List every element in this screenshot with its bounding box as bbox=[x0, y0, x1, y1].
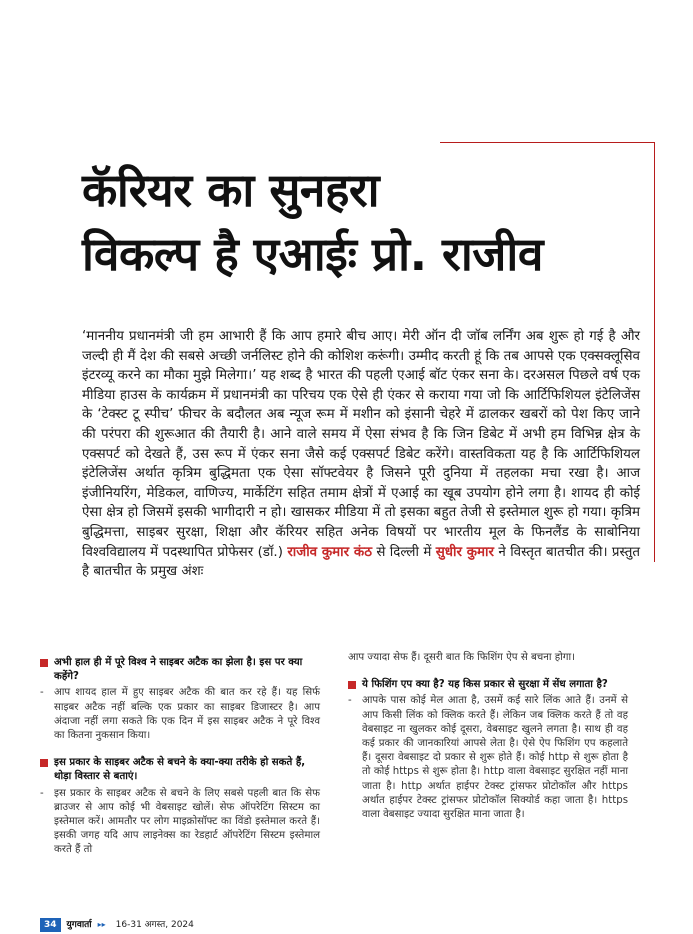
answer-dash: - bbox=[348, 695, 352, 707]
interviewee-name: राजीव कुमार कंठ bbox=[287, 544, 372, 560]
title-line-2: विकल्प है एआईः प्रो. राजीव bbox=[82, 227, 543, 281]
answer-2-text: इस प्रकार के साइबर अटैक से बचने के लिए सबसे पहली बात कि सेफ ब्राउजर से आप कोई भी वेबसाइट खोलें। सेफ ऑपरेटिंग सिस्टम का इस्तेमाल करें। आमतौर पर लोग माइक्रोसॉफ्ट का विंडो इस्तेमाल करते हैं। इसकी जगह यदि आप लाइनेक्स का रेडहार्ट ऑपरेटिंग सिस्टम इस्तेमाल करते हैं तो bbox=[54, 787, 320, 856]
question-3 bbox=[348, 678, 628, 692]
question-3-text: ये फिशिंग एप क्या है? यह किस प्रकार से सुरक्षा में सेंध लगाता है? bbox=[362, 679, 608, 691]
page-number: 34 bbox=[40, 918, 61, 932]
question-bullet-icon bbox=[40, 759, 48, 767]
answer-1-text: आप शायद हाल में हुए साइबर अटैक की बात कर रहे हैं। यह सिर्फ साइबर अटैक नहीं बल्कि एक प्रकार का साइबर डिजास्टर है। आप अंदाजा नहीं लगा सकते कि एक दिन में इस साइबर अटैक ने पूरे विश्व का कितना नुकसान किया। bbox=[54, 687, 320, 742]
answer-3 bbox=[348, 694, 628, 822]
question-1 bbox=[40, 656, 320, 684]
title-rule-vertical bbox=[654, 142, 655, 562]
intro-text-1: ‘माननीय प्रधानमंत्री जी हम आभारी हैं कि आप हमारे बीच आए। मेरी ऑन दी जॉब लर्निंग अब शुरू हो गई है और जल्दी ही मैं देश की सबसे अच्छी जर्नलिस्ट होने की कोशिश करूंगी। उम्मीद करती हूं कि तब आपसे एक एक्सक्लूसिव इंटरव्यू करने का मौका मुझे मिलेगा।’ यह शब्द है भारत की पहली एआई बॉट एंकर सना के। दरअसल पिछले वर्ष एक मीडिया हाउस के कार्यक्रम में प्रधानमंत्री का परिचय एक ऐसे ही एंकर से कराया गया जो कि आर्टिफिशियल इंटेलिजेंस के ‘टेक्स्ट टू स्पीच’ फीचर के बदौलत अब न्यूज रूम में मशीन को इंसानी चेहरे में ढालकर खबरों को पेश किए जाने की परंपरा की शुरूआत की तैयारी है। आने वाले समय में ऐसा संभव है कि जिन डिबेट में अभी हम विभिन्न क्षेत्र के एक्सपर्ट को देखते हैं, उस रूप में एंकर सना जैसे कई एक्सपर्ट डिबेट करेंगे। वास्तविकता यह है कि आर्टिफिशियल इंटेलिजेंस अर्थात कृत्रिम बुद्धिमता एक ऐसा सॉफ्टवेयर है जिसने पूरी दुनिया में तहलका मचा रखा है। आज इंजीनियरिंग, मेडिकल, वाणिज्य, मार्केटिंग सहित तमाम क्षेत्रों में एआई का खूब उपयोग होने लगा है। शायद ही कोई ऐसा क्षेत्र हो जिसमें इसकी भागीदारी न हो। खासकर मीडिया में तो इसका बहुत तेजी से इस्तेमाल शुरू हो गया। कृत्रिम बुद्धिमत्ता, साइबर सुरक्षा, शिक्षा और कॅरियर सहित अनेक विषयों पर भारतीय मूल के फिनलैंड के साबोनिया विश्वविद्यालय में पदस्थापित प्रोफेसर (डॉ.) bbox=[82, 329, 640, 560]
article-title bbox=[82, 158, 642, 286]
answer-2-continued: आप ज्यादा सेफ हैं। दूसरी बात कि फिशिंग ऐप से बचना होगा। bbox=[348, 652, 576, 663]
answer-1 bbox=[40, 686, 320, 743]
answer-dash: - bbox=[40, 687, 44, 699]
title-line-1: कॅरियर का सुनहरा bbox=[82, 163, 380, 217]
answer-3-text: आपके पास कोई मेल आता है, उसमें कई सारे लिंक आते हैं। उनमें से आप किसी लिंक को क्लिक करते हैं। लेकिन जब क्लिक करते हैं तो वह वेबसाइट ना खुलकर कोई दूसरा, वेबसाइट खुलने लगता है। साथ ही वह कई प्रकार की जानकारियां आपसे लेता है। ऐसे ऐप फिशिंग एप कहलाते हैं। दूसरा वेबसाइट दो प्रकार से शुरू होते हैं। कोई http से शुरू होता है तो कोई https से शुरू होता है। http वाला वेबसाइट सुरक्षित नहीं माना जाता है। http अर्थात हाईपर टेक्स्ट ट्रांसफर प्रोटोकॉल और https अर्थात हाईपर टेक्स्ट ट्रांसफर प्रोटोकॉल सिक्योर्ड कहा जाता है। https वाला वेबसाइट ज्यादा सुरक्षित माना जाता है। bbox=[362, 695, 628, 821]
left-column bbox=[40, 656, 320, 858]
question-1-text: अभी हाल ही में पूरे विश्व ने साइबर अटैक का झेला है। इस पर क्या कहेंगे? bbox=[54, 657, 303, 683]
interviewer-name: सुधीर कुमार bbox=[435, 544, 495, 560]
article-intro bbox=[82, 327, 640, 582]
page-footer bbox=[40, 918, 194, 932]
intro-text-3: ने विस्तृत बातचीत की। प्रस्तुत है बातचीत के प्रमुख अंशः bbox=[82, 544, 641, 580]
marker-icon: ▸▸ bbox=[97, 920, 106, 929]
intro-text-2: से दिल्ली में bbox=[371, 544, 436, 560]
answer-dash: - bbox=[40, 787, 44, 799]
issue-date: 16-31 अगस्त, 2024 bbox=[115, 920, 194, 930]
answer-2 bbox=[40, 787, 320, 858]
question-2 bbox=[40, 756, 320, 784]
right-column bbox=[348, 651, 628, 822]
question-bullet-icon bbox=[348, 681, 356, 689]
question-2-text: इस प्रकार के साइबर अटैक से बचने के क्या-क्या तरीके हो सकते हैं, थोड़ा विस्तार से बताएं। bbox=[54, 757, 306, 783]
question-bullet-icon bbox=[40, 659, 48, 667]
title-rule-horizontal bbox=[440, 142, 655, 143]
magazine-name: युगवार्ता bbox=[66, 920, 92, 930]
